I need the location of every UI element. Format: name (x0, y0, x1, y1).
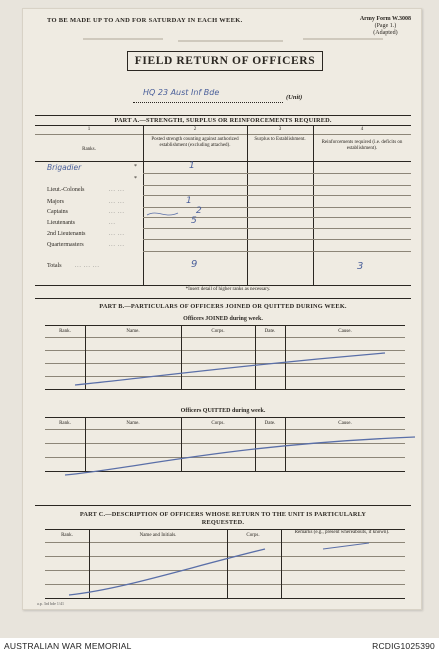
scribble-captains (147, 213, 178, 215)
top-instruction: TO BE MADE UP TO AND FOR SATURDAY IN EACH WEEK. (47, 17, 243, 24)
col-number-3: 3 (278, 127, 282, 132)
leader-dots: ... ... (109, 210, 125, 215)
quitted-col-rank: Rank. (59, 421, 71, 426)
rank-name: Majors (47, 199, 64, 205)
quitted-col-name: Name. (126, 421, 140, 426)
part-c-col-corps: Corps. (246, 533, 260, 538)
leader-dots: ... ... (109, 188, 125, 193)
part-a-footnote: *Insert detail of higher ranks as necessary. (185, 287, 271, 292)
strike-part-c (69, 549, 265, 595)
part-b-heading: PART B.—PARTICULARS OF OFFICERS JOINED OR QUITTED DURING WEEK. (99, 303, 347, 310)
part-c-col-remarks: Remarks (e.g., present whereabouts, if known). (294, 530, 390, 535)
posted-value: 1 (186, 196, 192, 206)
archive-footer (0, 638, 439, 654)
part-c-col-name: Name and Initials. (139, 533, 177, 538)
rank-name: Lieutenants (47, 220, 75, 226)
col-number-1: 1 (87, 127, 91, 132)
leader-dots: ... ... ... (75, 264, 100, 269)
posted-value: 1 (189, 161, 195, 171)
joined-col-corps: Corps. (211, 329, 225, 334)
part-c-heading-line2: REQUESTED. (201, 519, 245, 526)
quitted-title: Officers QUITTED during week. (180, 408, 266, 414)
totals-posted: 9 (191, 259, 198, 270)
col-number-2: 2 (193, 127, 197, 132)
rank-name: Quartermasters (47, 242, 84, 248)
form-page-number: (Page 1.) (374, 23, 397, 29)
col-number-4: 4 (360, 127, 364, 132)
joined-col-name: Name. (126, 329, 140, 334)
quitted-col-date: Date. (264, 421, 276, 426)
strike-part-c-remarks (323, 543, 369, 549)
part-c-heading-line1: PART C.—DESCRIPTION OF OFFICERS WHOSE RETURN TO THE UNIT IS PARTICULARLY (79, 511, 367, 518)
rank-name: Lieut.-Colonels (47, 187, 85, 193)
totals-label: Totals (47, 263, 62, 269)
posted-value: 2 (196, 206, 202, 216)
rank-name: Captains (47, 209, 68, 215)
part-a-heading: PART A.—STRENGTH, SURPLUS OR REINFORCEMENTS REQUIRED. (114, 117, 332, 124)
unit-handwritten: HQ 23 Aust Inf Bde (143, 88, 220, 97)
form-page (22, 8, 422, 610)
rank-name: Brigadier (47, 163, 82, 172)
leader-dots: ... ... (109, 200, 125, 205)
joined-title: Officers JOINED during week. (183, 316, 263, 322)
print-code: a.p. 3rd bde 1/41 (37, 601, 64, 606)
rank-star: * (134, 176, 137, 182)
posted-value: 5 (191, 216, 197, 226)
form-adapted: (Adapted) (373, 30, 398, 36)
rank-star: * (134, 164, 137, 170)
unit-label: (Unit) (286, 94, 303, 101)
quitted-col-cause: Cause. (338, 421, 352, 426)
form-title: FIELD RETURN OF OFFICERS (127, 51, 323, 71)
part-c-col-rank: Rank. (61, 533, 73, 538)
col-header-ranks: Ranks. (82, 147, 96, 152)
strike-joined (75, 353, 385, 385)
col-header-posted: Posted strength counting against authorized establishment (excluding attached). (151, 137, 239, 148)
form-number: Army Form W.3008 (359, 16, 411, 22)
joined-col-cause: Cause. (338, 329, 352, 334)
leader-dots: ... ... (109, 232, 125, 237)
col-header-reinforcements: Reinforcements required (i.e. deficits on establishment). (321, 140, 403, 151)
joined-col-date: Date. (264, 329, 276, 334)
archive-id: RCDIG1025390 (372, 641, 435, 651)
totals-reinforcements: 3 (357, 261, 364, 272)
joined-col-rank: Rank. (59, 329, 71, 334)
leader-dots: ... (109, 221, 116, 226)
archive-name: AUSTRALIAN WAR MEMORIAL (4, 641, 132, 651)
col-header-surplus: Surplus to Establishment. (254, 137, 306, 142)
pencil-strikes (23, 9, 422, 610)
leader-dots: ... ... (109, 243, 125, 248)
rank-name: 2nd Lieutenants (47, 231, 86, 237)
strike-quitted (65, 437, 415, 475)
quitted-col-corps: Corps. (211, 421, 225, 426)
